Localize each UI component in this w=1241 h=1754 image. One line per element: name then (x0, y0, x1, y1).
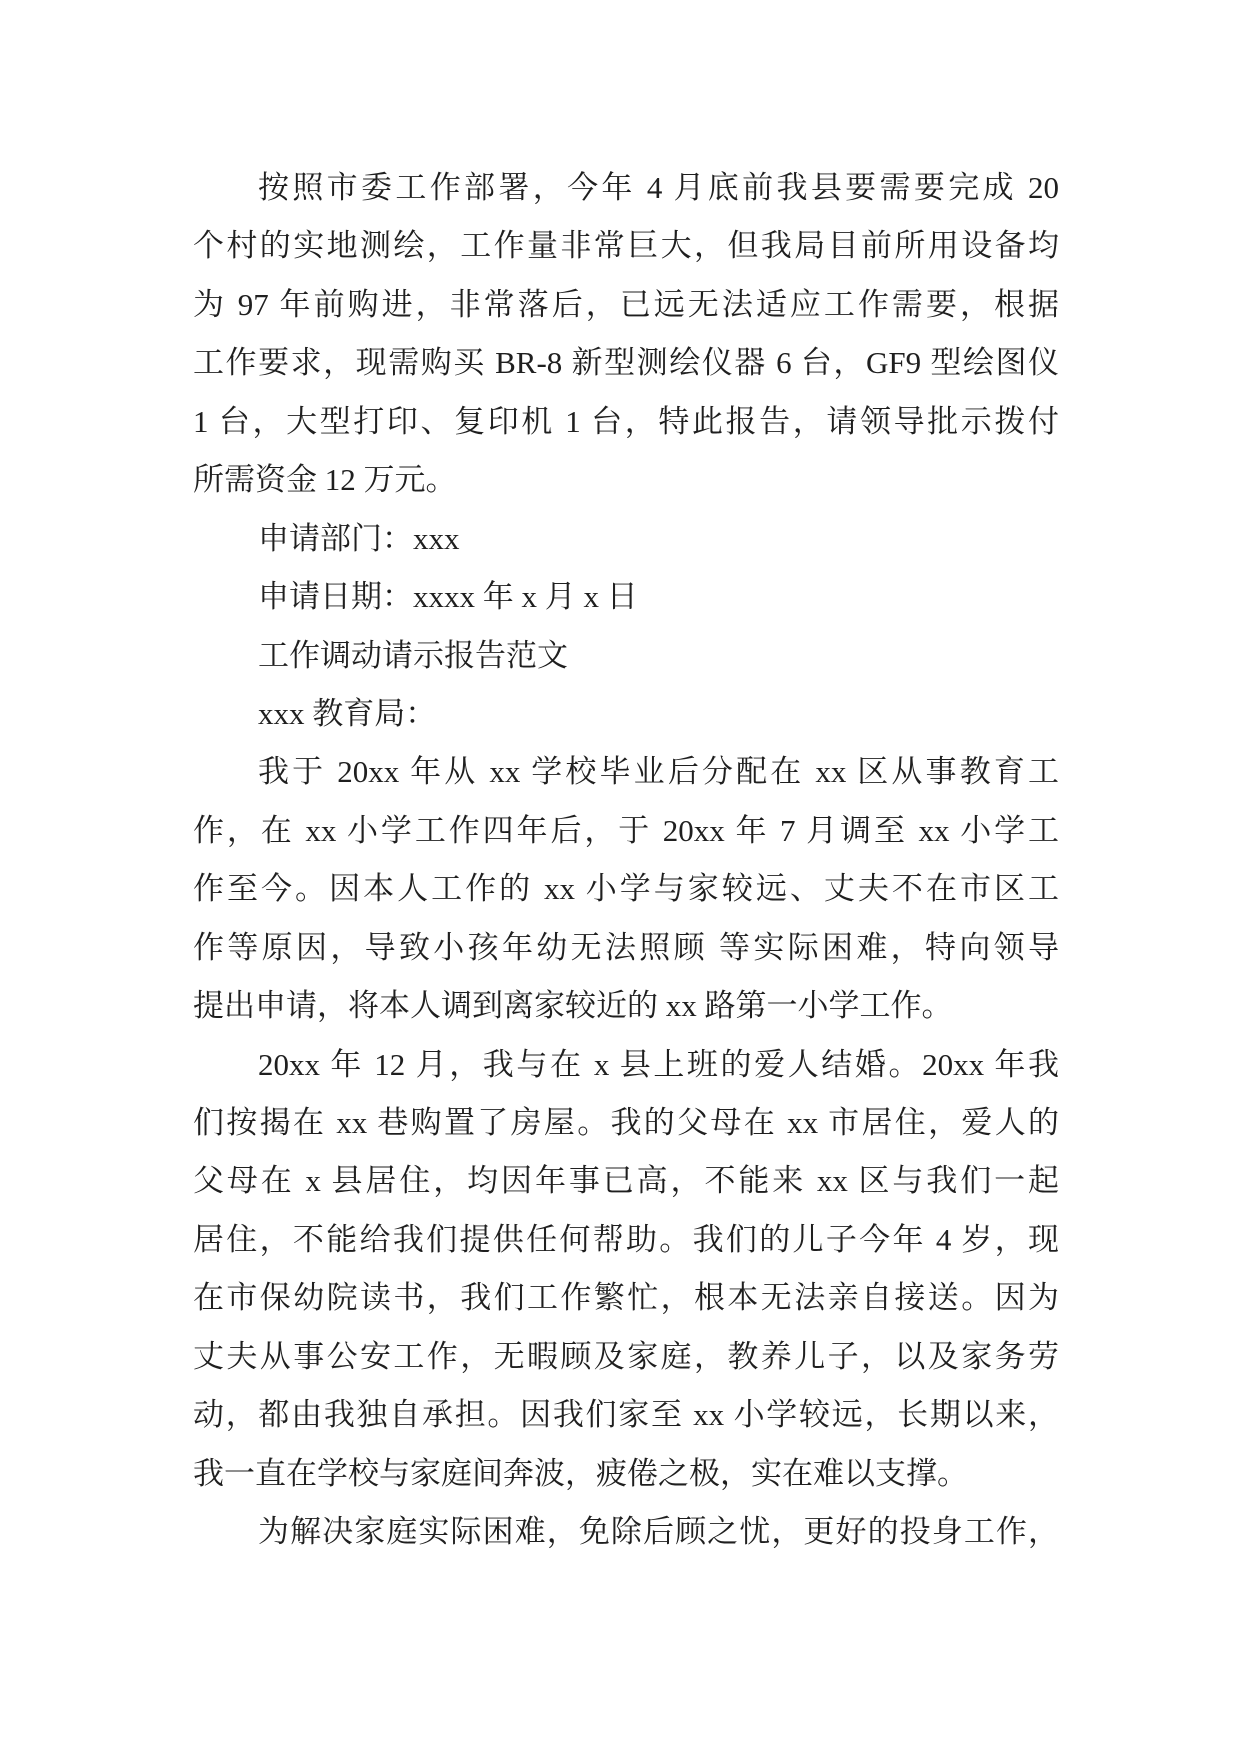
salutation (193, 685, 1059, 743)
text-line: 申请日期：xxxx 年 x 月 x 日 (258, 579, 638, 615)
applicant-department (193, 510, 1059, 568)
text-line: 们按揭在 xx 巷购置了房屋。我的父母在 xx 市居住，爱人的 (193, 1105, 1059, 1140)
text-line: 我于 20xx 年从 xx 学校毕业后分配在 xx 区从事教育工 (258, 754, 1059, 790)
text-line: 按照市委工作部署，今年 4 月底前我县要需要完成 20 (258, 170, 1059, 205)
text-line: 居住，不能给我们提供任何帮助。我们的儿子今年 4 岁，现 (193, 1221, 1059, 1257)
text-line: 丈夫从事公安工作，无暇顾及家庭，教养儿子，以及家务劳 (193, 1338, 1059, 1374)
application-date (193, 568, 1059, 626)
paragraph-equipment-request (193, 159, 1059, 510)
text-line: 工作要求，现需购买 BR-8 新型测绘仪器 6 台，GF9 型绘图仪 (193, 345, 1059, 381)
text-line: 为 97 年前购进，非常落后，已远无法适应工作需要，根据 (193, 286, 1059, 322)
text-line: 作等原因，导致小孩年幼无法照顾 等实际困难，特向领导 (193, 929, 1059, 965)
text-line: 工作调动请示报告范文 (258, 637, 568, 673)
section-heading (193, 627, 1059, 685)
text-line: 为解决家庭实际困难，免除后顾之忧，更好的投身工作， (258, 1514, 1059, 1550)
text-line: 动，都由我独自承担。因我们家至 xx 小学较远，长期以来， (193, 1397, 1059, 1433)
text-line: 提出申请，将本人调到离家较近的 xx 路第一小学工作。 (193, 988, 953, 1024)
text-line: 在市保幼院读书，我们工作繁忙，根本无法亲自接送。因为 (193, 1280, 1059, 1316)
text-line: 1 台，大型打印、复印机 1 台，特此报告，请领导批示拨付 (193, 403, 1059, 439)
text-line: 我一直在学校与家庭间奔波，疲倦之极，实在难以支撑。 (193, 1455, 968, 1491)
text-line: 父母在 x 县居住，均因年事已高，不能来 xx 区与我们一起 (193, 1163, 1059, 1199)
paragraph-family-situation (193, 1036, 1059, 1504)
text-line: 作，在 xx 小学工作四年后，于 20xx 年 7 月调至 xx 小学工 (193, 812, 1059, 848)
text-line: 个村的实地测绘，工作量非常巨大，但我局目前所用设备均 (193, 228, 1059, 264)
document-body (193, 159, 1059, 1562)
text-line: 20xx 年 12 月，我与在 x 县上班的爱人结婚。20xx 年我 (258, 1046, 1059, 1082)
text-line: 申请部门：xxx (258, 520, 460, 556)
paragraph-conclusion (193, 1503, 1059, 1561)
text-line: xxx 教育局： (258, 695, 437, 731)
text-line: 作至今。因本人工作的 xx 小学与家较远、丈夫不在市区工 (193, 871, 1059, 907)
paragraph-transfer-request (193, 743, 1059, 1035)
text-line: 所需资金 12 万元。 (193, 462, 457, 498)
